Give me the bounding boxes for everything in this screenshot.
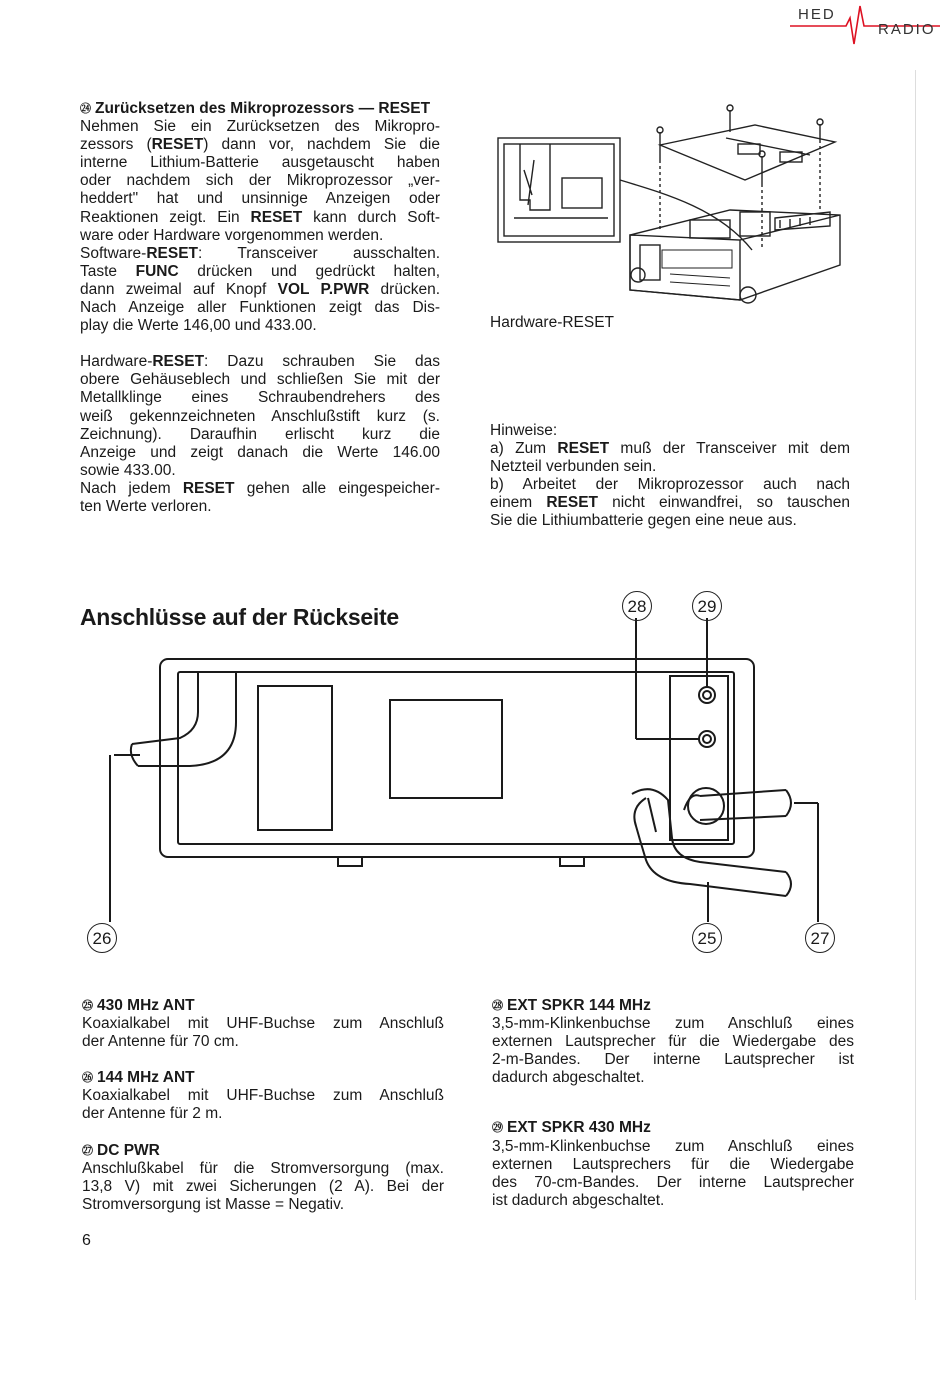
connector-title-text: EXT SPKR 430 MHz [507, 1119, 651, 1137]
callout-26: 26 [87, 923, 117, 953]
text-line: obere Gehäuseblech und schließen Sie mit der [80, 371, 440, 389]
connector-description-line: der Antenne für 70 cm. [82, 1033, 239, 1051]
logo-text-hed: HED [798, 6, 836, 23]
connector-description-line: 3,5-mm-Klinkenbuchse zum Anschluß eines [492, 1137, 854, 1155]
text-line: einem RESET nicht einwandfrei, so tauschen [490, 494, 851, 512]
callout-29: 29 [692, 591, 722, 621]
text-line: heddert" hat und unsinnige Anzeigen oder [80, 190, 440, 208]
connector-title [82, 1142, 444, 1160]
connector-description-line: 3,5-mm-Klinkenbuchse zum Anschluß eines [492, 1015, 854, 1033]
text-line: Sie die Lithiumbatterie gegen eine neue aus. [490, 512, 797, 530]
connector-description-line: des 70-cm-Bandes. Der interne Lautsprecher [492, 1173, 854, 1191]
text-line: ten Werte verloren. [80, 497, 212, 515]
connector-description-line: Koaxialkabel mit UHF-Buchse zum Anschluß [82, 1015, 444, 1033]
connector-description-line: ist dadurch abgeschaltet. [492, 1191, 665, 1209]
heading-text: Zurücksetzen des Mikroprozessors — RESET [95, 100, 431, 117]
connector-title [82, 997, 444, 1015]
text-line: play die Werte 146,00 und 433.00. [80, 317, 317, 335]
connector-title-text: EXT SPKR 144 MHz [507, 997, 651, 1014]
connector-number: ㉙ [492, 1122, 503, 1135]
connector-number: ㉘ [492, 1000, 503, 1012]
connector-description-line: externen Lautsprechers für die Wiedergabe [492, 1155, 854, 1173]
connector-item [82, 997, 444, 1051]
text-line: oder nachdem sich der Mikroprozessor „ver- [80, 172, 440, 190]
text-line: Software-RESET: Transceiver ausschalten. [80, 244, 440, 262]
connector-item [82, 1069, 444, 1123]
connector-title [492, 997, 854, 1015]
connector-item [82, 1142, 444, 1214]
connector-description-line: 13,8 V) mit zwei Sicherungen (2 A). Bei der [82, 1177, 444, 1195]
connector-title-text: 430 MHz ANT [97, 997, 195, 1014]
connector-description-line: Anschlußkabel für die Stromversorgung (max. [82, 1159, 444, 1177]
connector-description-line: 2-m-Bandes. Der interne Lautsprecher ist [492, 1051, 854, 1069]
text-line: interne Lithium-Batterie ausgetauscht haben [80, 154, 440, 172]
callout-25: 25 [692, 923, 722, 953]
connector-title [82, 1069, 444, 1087]
connector-description-line: Koaxialkabel mit UHF-Buchse zum Anschluß [82, 1087, 444, 1105]
text-line: Metallklinge eines Schraubendrehers des [80, 389, 440, 407]
text-line: weiß gekennzeichneten Anschlußstift kurz (s. [80, 407, 440, 425]
figure-caption: Hardware-RESET [490, 314, 615, 331]
rear-connections-title: Anschlüsse auf der Rückseite [80, 604, 399, 630]
text-line: sowie 433.00. [80, 461, 176, 479]
text-line: Nehmen Sie ein Zurücksetzen des Mikropro- [80, 118, 440, 136]
connector-number: ㉕ [82, 1000, 93, 1012]
connector-description-line: externen Lautsprecher für die Wiedergabe des [492, 1033, 854, 1051]
connector-item [492, 1119, 854, 1209]
page-number: 6 [82, 1232, 91, 1249]
connector-description-line: dadurch abgeschaltet. [492, 1069, 645, 1087]
text-line: Anzeige und zeigt danach die Werte 146.00 [80, 443, 440, 461]
connectors-right-column [492, 997, 854, 1228]
connector-description-line: Stromversorgung ist Masse = Negativ. [82, 1195, 345, 1213]
text-line: Nach jedem RESET gehen alle eingespeicher- [80, 479, 441, 497]
text-line: Taste FUNC drücken und gedrückt halten, [80, 262, 441, 280]
connector-number: ㉖ [82, 1072, 93, 1085]
connector-number: ㉗ [82, 1144, 93, 1157]
text-line: zessors (RESET) dann vor, nachdem Sie die [80, 136, 440, 154]
connector-title [492, 1119, 854, 1137]
connector-item [492, 997, 854, 1087]
text-line: Netzteil verbunden sein. [490, 458, 657, 476]
text-line: Nach Anzeige aller Funktionen zeigt das Dis- [80, 299, 440, 317]
text-line: b) Arbeitet der Mikroprozessor auch nach [490, 476, 850, 494]
logo-text-radio: RADIO [878, 21, 936, 38]
text-line: a) Zum RESET muß der Transceiver mit dem [490, 440, 851, 458]
text-line: dann zweimal auf Knopf VOL P.PWR drücken. [80, 280, 441, 298]
connector-title-text: DC PWR [97, 1141, 160, 1159]
callout-27: 27 [805, 923, 835, 953]
connector-description-line: der Antenne für 2 m. [82, 1105, 223, 1123]
text-line: Zeichnung). Daraufhin erlischt kurz die [80, 425, 440, 443]
connector-title-text: 144 MHz ANT [97, 1069, 195, 1087]
callout-28: 28 [622, 591, 652, 621]
notes-title: Hinweise: [490, 422, 558, 439]
text-line: ware oder Hardware vorgenommen werden. [80, 226, 384, 244]
text-line: Hardware-RESET: Dazu schrauben Sie das [80, 353, 440, 371]
text-line: Reaktionen zeigt. Ein RESET kann durch Soft- [80, 208, 440, 226]
heading-number: ㉔ [80, 103, 91, 115]
connectors-left-column [82, 997, 444, 1232]
